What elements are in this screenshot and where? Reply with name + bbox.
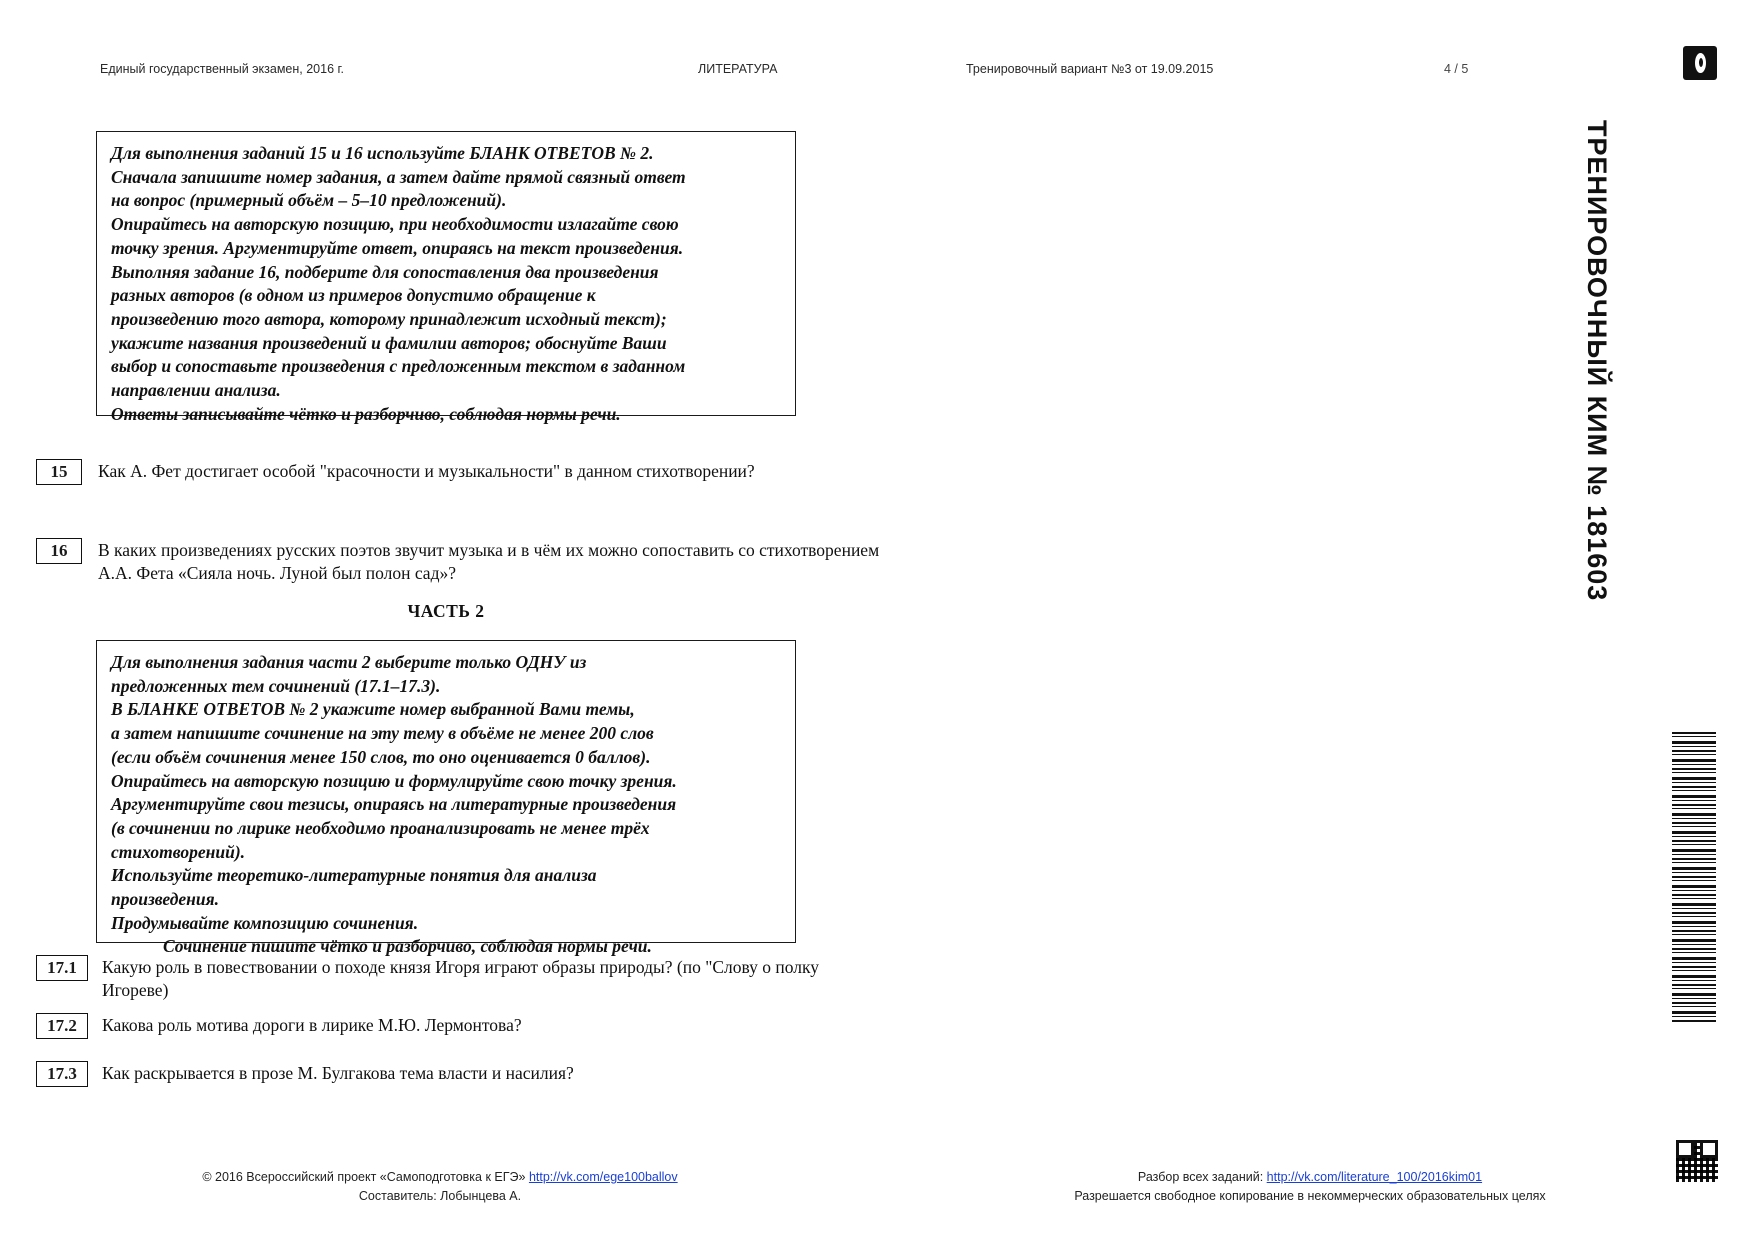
- instruction-line: точку зрения. Аргументируйте ответ, опираясь на текст произведения.: [111, 237, 684, 258]
- task-question-text: Какова роль мотива дороги в лирике М.Ю. Лермонтова?: [102, 1015, 522, 1035]
- instruction-line: Опирайтесь на авторскую позицию, при необходимости излагайте свою: [111, 214, 679, 235]
- task-question-text: В каких произведениях русских поэтов звучит музыка и в чём их можно сопоставить со стихотворением А.А. Фета «Сияла ночь. Луной был полон сад»?: [98, 540, 880, 584]
- instruction-line: разных авторов (в одном из примеров допустимо обращение к: [111, 285, 596, 306]
- footer-author-line: Составитель: Лобынцева А.: [358, 1189, 522, 1204]
- part2-heading: ЧАСТЬ 2: [407, 601, 485, 621]
- instruction-line: направлении анализа.: [111, 380, 281, 401]
- task-number-badge: 16: [36, 538, 82, 564]
- page-header: [100, 62, 1660, 80]
- instruction-box-part1: [96, 131, 796, 424]
- task-question-text: Как раскрывается в прозе М. Булгакова тема власти и насилия?: [102, 1063, 574, 1083]
- footer-copyright-text: © 2016 Всероссийский проект «Самоподготовка к ЕГЭ»: [202, 1170, 529, 1184]
- header-subject: ЛИТЕРАТУРА: [698, 62, 778, 76]
- instruction-line: а затем напишите сочинение на эту тему в объёме не менее 200 слов: [111, 723, 654, 744]
- instruction-line: (в сочинении по лирике необходимо проанализировать не менее трёх: [111, 817, 650, 838]
- instruction-line: (если объём сочинения менее 150 слов, то оно оценивается 0 баллов).: [111, 746, 651, 767]
- instruction-line: Используйте теоретико-литературные понятия для анализа: [111, 865, 597, 886]
- qr-code-icon: [1676, 1140, 1718, 1182]
- instruction-line: Сначала запишите номер задания, а затем дайте прямой связный ответ: [111, 166, 686, 187]
- instruction-line: на вопрос (примерный объём – 5–10 предложений).: [111, 190, 507, 211]
- task-number-badge: 17.1: [36, 955, 88, 981]
- header-variant-info: Тренировочный вариант №3 от 19.09.2015: [966, 62, 1214, 76]
- instruction-line: произведения.: [111, 889, 220, 910]
- header-exam-name: Единый государственный экзамен, 2016 г.: [100, 62, 345, 76]
- vertical-kim-title: ТРЕНИРОВОЧНЫЙ КИМ № 181603: [1582, 120, 1612, 602]
- instruction-line: В БЛАНКЕ ОТВЕТОВ № 2 укажите номер выбранной Вами темы,: [111, 699, 635, 720]
- footer-left-block: [110, 1168, 770, 1207]
- footer-solutions-text: Разбор всех заданий:: [1137, 1170, 1267, 1184]
- task-question-text: Какую роль в повествовании о походе князя Игоря играют образы природы? (по "Слову о полку Игореве): [102, 957, 820, 1001]
- instruction-line: выбор и сопоставьте произведения с предложенным текстом в заданном: [111, 356, 686, 377]
- instruction-line: укажите названия произведений и фамилии авторов; обоснуйте Ваши: [111, 332, 667, 353]
- task-number-badge: 17.2: [36, 1013, 88, 1039]
- footer-solutions-link[interactable]: http://vk.com/literature_100/2016kim01: [1266, 1170, 1483, 1184]
- publisher-logo-icon: [1683, 46, 1717, 80]
- instruction-final-line: Сочинение пишите чётко и разборчиво, соблюдая нормы речи.: [163, 936, 652, 957]
- instruction-line: произведению того автора, которому принадлежит исходный текст);: [111, 308, 667, 329]
- footer-solutions-line: [1000, 1168, 1620, 1187]
- header-page-number: 4 / 5: [1444, 62, 1469, 76]
- instruction-line: Выполняя задание 16, подберите для сопоставления два произведения: [111, 261, 659, 282]
- footer-copyright-line: [110, 1168, 770, 1187]
- instruction-line: Для выполнения заданий 15 и 16 используйте БЛАНК ОТВЕТОВ № 2.: [111, 143, 654, 163]
- task-number-badge: 15: [36, 459, 82, 485]
- instruction-line: Ответы записывайте чётко и разборчиво, соблюдая нормы речи.: [111, 403, 621, 424]
- task-question-text: Как А. Фет достигает особой "красочности и музыкальности" в данном стихотворении?: [98, 461, 755, 481]
- instruction-line: Опирайтесь на авторскую позицию и формулируйте свою точку зрения.: [111, 770, 677, 791]
- instruction-line: Для выполнения задания части 2 выберите только ОДНУ из: [111, 652, 587, 672]
- footer-license-line: Разрешается свободное копирование в некоммерческих образовательных целях: [1074, 1189, 1546, 1204]
- footer-project-link[interactable]: http://vk.com/ege100ballov: [528, 1170, 678, 1184]
- barcode-icon: [1672, 732, 1716, 1022]
- instruction-line: предложенных тем сочинений (17.1–17.3).: [111, 675, 441, 696]
- task-number-badge: 17.3: [36, 1061, 88, 1087]
- instruction-box-part2: [96, 640, 796, 957]
- instruction-line: стихотворений).: [111, 841, 246, 862]
- instruction-line: Продумывайте композицию сочинения.: [111, 912, 419, 933]
- footer-right-block: [1000, 1168, 1620, 1207]
- instruction-line: Аргументируйте свои тезисы, опираясь на литературные произведения: [111, 794, 677, 815]
